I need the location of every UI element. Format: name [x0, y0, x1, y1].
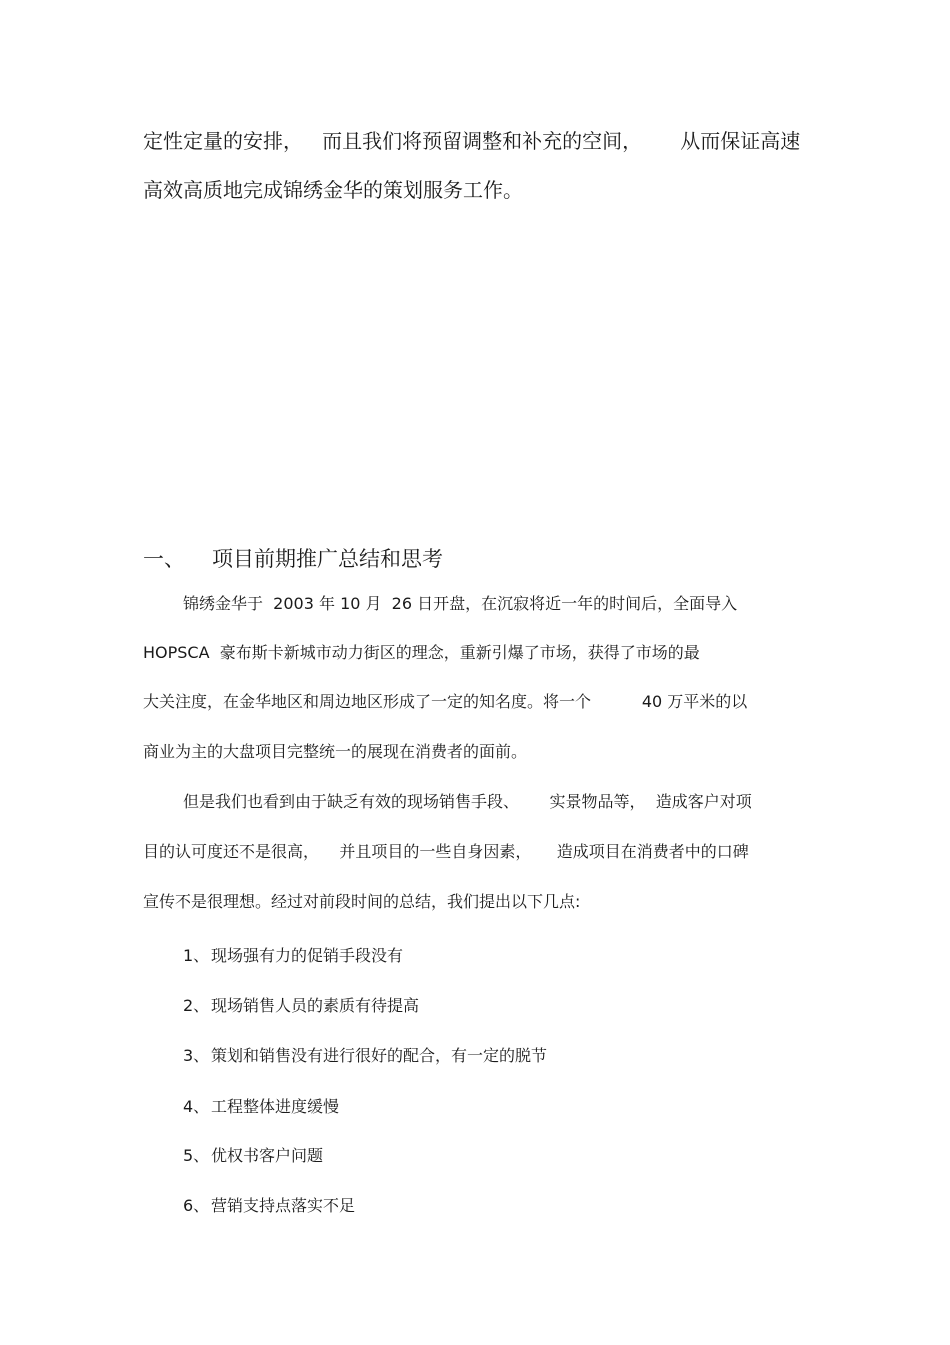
paragraph-1-line-2: HOPSCA 豪布斯卡新城市动力街区的理念，重新引爆了市场，获得了市场的最 — [143, 643, 700, 662]
paragraph-2-line-2: 目的认可度还不是很高， 并且项目的一些自身因素， 造成项目在消费者中的口碑 — [143, 842, 749, 861]
list-item-text: 工程整体进度缓慢 — [211, 1097, 340, 1116]
paragraph-1-line-3: 大关注度，在金华地区和周边地区形成了一定的知名度。将一个 40 万平米的以 — [143, 692, 748, 711]
list-item-text: 现场销售人员的素质有待提高 — [211, 996, 420, 1015]
paragraph-1-line-1: 锦绣金华于 2003 年 10 月 26 日开盘，在沉寂将近一年的时间后，全面导入 — [183, 594, 738, 613]
list-item-number: 6、 — [183, 1196, 210, 1215]
list-item-text: 营销支持点落实不足 — [211, 1196, 356, 1215]
section-number: 一、 — [143, 547, 185, 571]
paragraph-1-line-4: 商业为主的大盘项目完整统一的展现在消费者的面前。 — [143, 742, 528, 761]
list-item-number: 2、 — [183, 996, 210, 1015]
intro-line-2: 高效高质地完成锦绣金华的策划服务工作。 — [143, 178, 523, 202]
list-item-number: 5、 — [183, 1146, 210, 1165]
list-item-text: 优权书客户问题 — [211, 1146, 324, 1165]
list-item-number: 4、 — [183, 1097, 210, 1116]
list-item-text: 策划和销售没有进行很好的配合，有一定的脱节 — [211, 1046, 548, 1065]
paragraph-2-line-1: 但是我们也看到由于缺乏有效的现场销售手段、 实景物品等， 造成客户对项 — [183, 792, 752, 811]
section-title: 项目前期推广总结和思考 — [212, 547, 443, 571]
list-item-number: 1、 — [183, 946, 210, 965]
list-item-text: 现场强有力的促销手段没有 — [211, 946, 404, 965]
paragraph-2-line-3: 宣传不是很理想。经过对前段时间的总结，我们提出以下几点: — [143, 892, 581, 911]
list-item-number: 3、 — [183, 1046, 210, 1065]
intro-line-1: 定性定量的安排， 而且我们将预留调整和补充的空间， 从而保证高速 — [143, 129, 801, 153]
